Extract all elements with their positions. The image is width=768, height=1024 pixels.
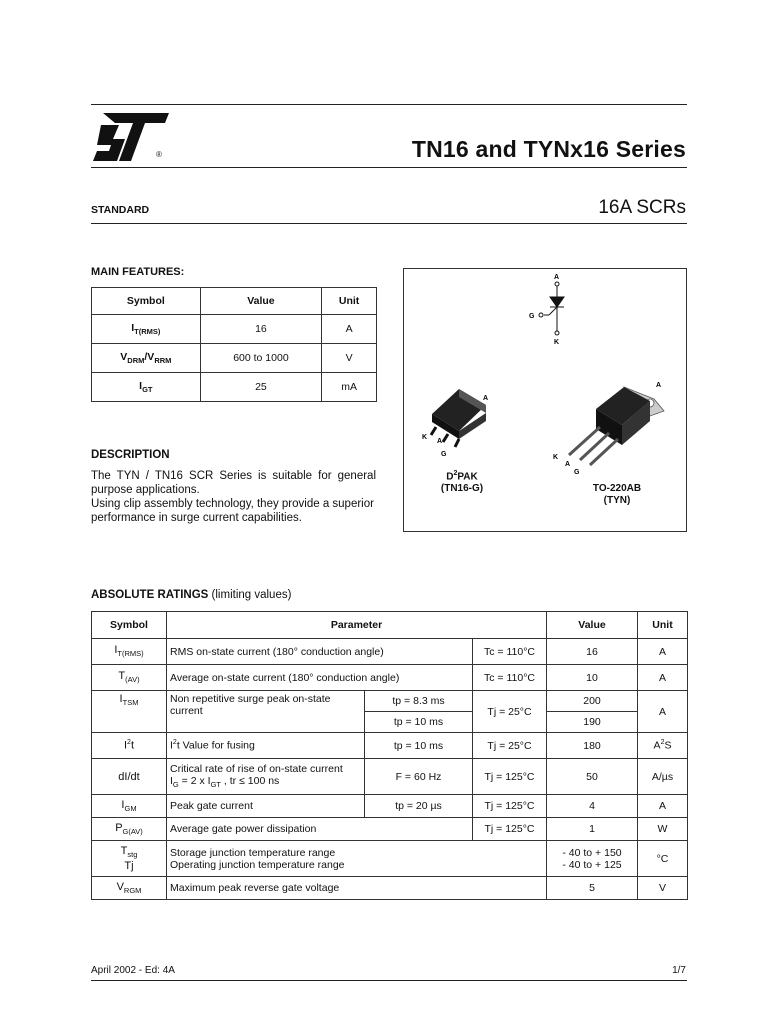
parameter-line: Critical rate of rise of on-state current <box>170 763 343 776</box>
table-row <box>92 665 688 691</box>
unit-cell: W <box>638 818 688 841</box>
table-row <box>92 795 688 818</box>
page-number: 1/7 <box>672 965 686 976</box>
to220-pin-a-top: A <box>656 382 662 389</box>
main-features-table <box>91 287 377 402</box>
symbol-cell: $V_{DRM}/V_{RRM}$ <box>92 344 201 373</box>
value-cell: 200 <box>547 691 638 712</box>
parameter-line: $I_G = 2$ x $I_{GT}$ , tr ≤ 100 ns <box>170 775 280 790</box>
unit-cell: V <box>322 344 377 373</box>
header-mid-rule <box>91 167 687 168</box>
condition-cell: Tc = 110°C <box>473 665 547 691</box>
column-header: Symbol <box>92 288 201 315</box>
condition-cell: tp = 10 ms <box>365 733 473 759</box>
unit-cell: mA <box>322 373 377 402</box>
unit-cell: A/µs <box>638 759 688 795</box>
unit-cell: °C <box>638 841 688 877</box>
schematic-pin-a: A <box>554 274 560 281</box>
column-header: Unit <box>638 612 688 639</box>
schematic-pin-k: K <box>554 339 560 346</box>
parameter-cell: Average on-state current (180° conduction angle) <box>167 665 473 691</box>
parameter-line: Storage junction temperature range <box>170 846 336 859</box>
header-top-rule <box>91 104 687 105</box>
condition-cell: tp = 8.3 ms <box>365 691 473 712</box>
absolute-ratings-heading: ABSOLUTE RATINGS (limiting values) <box>91 589 292 601</box>
symbol-cell: $P_{G(AV)}$ <box>92 818 167 841</box>
category-label: STANDARD <box>91 204 150 216</box>
symbol-cell: $I_{TSM}$ <box>92 691 167 733</box>
parameter-cell: $I^2t$ Value for fusing <box>167 733 365 759</box>
to220-package-icon <box>569 387 664 465</box>
to220-pin-g: G <box>574 469 580 476</box>
column-header: Value <box>200 288 321 315</box>
condition-cell: Tj = 25°C <box>473 691 547 733</box>
main-features-heading: MAIN FEATURES: <box>91 266 185 278</box>
table-row <box>92 639 688 665</box>
value-cell: 1 <box>547 818 638 841</box>
table-row <box>92 841 688 877</box>
column-header: Value <box>547 612 638 639</box>
parameter-cell: RMS on-state current (180° conduction angle) <box>167 639 473 665</box>
to220-pin-k: K <box>553 454 559 461</box>
unit-cell: V <box>638 877 688 900</box>
column-header: Symbol <box>92 612 167 639</box>
footer-rule <box>91 980 687 981</box>
package-diagram-box <box>403 268 687 532</box>
scr-symbol-icon <box>539 282 564 335</box>
symbol-cell: $I_{GT}$ <box>92 373 201 402</box>
value-cell: 5 <box>547 877 638 900</box>
unit-cell: A <box>638 665 688 691</box>
value-cell: 16 <box>200 315 321 344</box>
symbol-cell: $I_{GM}$ <box>92 795 167 818</box>
parameter-cell: Maximum peak reverse gate voltage <box>167 877 547 900</box>
value-cell: 16 <box>547 639 638 665</box>
to220-pin-a: A <box>565 461 571 468</box>
condition-cell: tp = 10 ms <box>365 712 473 733</box>
table-row <box>92 877 688 900</box>
parameter-cell: Average gate power dissipation <box>167 818 473 841</box>
absolute-ratings-table <box>91 611 688 900</box>
table-row <box>92 818 688 841</box>
value-cell <box>547 841 638 877</box>
column-header: Unit <box>322 288 377 315</box>
symbol-cell: $I_{T(RMS)}$ <box>92 315 201 344</box>
footer-date: April 2002 - Ed: 4A <box>91 965 175 976</box>
parameter-cell <box>167 759 365 795</box>
condition-cell: tp = 20 µs <box>365 795 473 818</box>
value-cell: 10 <box>547 665 638 691</box>
symbol-cell: $I_{T(RMS)}$ <box>92 639 167 665</box>
condition-cell: Tc = 110°C <box>473 639 547 665</box>
symbol-cell: $V_{RGM}$ <box>92 877 167 900</box>
table-header-row <box>92 612 688 639</box>
header-bottom-rule <box>91 223 687 224</box>
unit-cell: $A^2S$ <box>638 733 688 759</box>
value-cell: 600 to 1000 <box>200 344 321 373</box>
d2pak-pin-g: G <box>441 451 447 458</box>
symbol-line: Tj <box>124 859 134 872</box>
symbol-cell: $I^2t$ <box>92 733 167 759</box>
page-subtitle: 16A SCRs <box>598 197 686 218</box>
table-row <box>92 373 377 402</box>
unit-cell: A <box>638 691 688 733</box>
value-cell: 25 <box>200 373 321 402</box>
schematic-pin-g: G <box>529 313 535 320</box>
value-cell: 180 <box>547 733 638 759</box>
d2pak-pin-a-top: A <box>483 395 489 402</box>
parameter-cell <box>167 841 547 877</box>
table-header-row <box>92 288 377 315</box>
condition-cell: Tj = 25°C <box>473 733 547 759</box>
table-row <box>92 315 377 344</box>
value-cell: 190 <box>547 712 638 733</box>
value-line: - 40 to + 125 <box>562 858 622 871</box>
symbol-line: $T_{stg}$ <box>120 845 138 860</box>
d2pak-pin-k: K <box>422 434 428 441</box>
value-line: - 40 to + 150 <box>562 846 622 859</box>
d2pak-label: $D^2PAK$ (TN16-G) <box>440 470 484 495</box>
symbol-cell <box>92 841 167 877</box>
table-row <box>92 691 688 712</box>
to220-label: TO-220AB (TYN) <box>592 483 642 506</box>
unit-cell: A <box>322 315 377 344</box>
unit-cell: A <box>638 639 688 665</box>
description-text <box>91 469 376 525</box>
unit-cell: A <box>638 795 688 818</box>
symbol-cell: $T_{(AV)}$ <box>92 665 167 691</box>
value-cell: 50 <box>547 759 638 795</box>
parameter-cell: Non repetitive surge peak on-state current <box>167 691 365 733</box>
condition-cell: Tj = 125°C <box>473 818 547 841</box>
description-heading: DESCRIPTION <box>91 449 170 461</box>
parameter-cell: Peak gate current <box>167 795 365 818</box>
table-row <box>92 759 688 795</box>
description-paragraph: Using clip assembly technology, they provide a superior performance in surge current capabilities. <box>91 498 374 524</box>
registered-mark: ® <box>156 150 162 159</box>
table-row <box>92 344 377 373</box>
table-row <box>92 733 688 759</box>
parameter-line: Operating junction temperature range <box>170 858 345 871</box>
d2pak-pin-a: A <box>437 438 443 445</box>
value-cell: 4 <box>547 795 638 818</box>
symbol-cell: dI/dt <box>92 759 167 795</box>
condition-cell: F = 60 Hz <box>365 759 473 795</box>
condition-cell: Tj = 125°C <box>473 759 547 795</box>
column-header: Parameter <box>167 612 547 639</box>
page-title: TN16 and TYNx16 Series <box>411 136 686 162</box>
description-paragraph: The TYN / TN16 SCR Series is suitable for general purpose applications. <box>91 470 376 496</box>
condition-cell: Tj = 125°C <box>473 795 547 818</box>
